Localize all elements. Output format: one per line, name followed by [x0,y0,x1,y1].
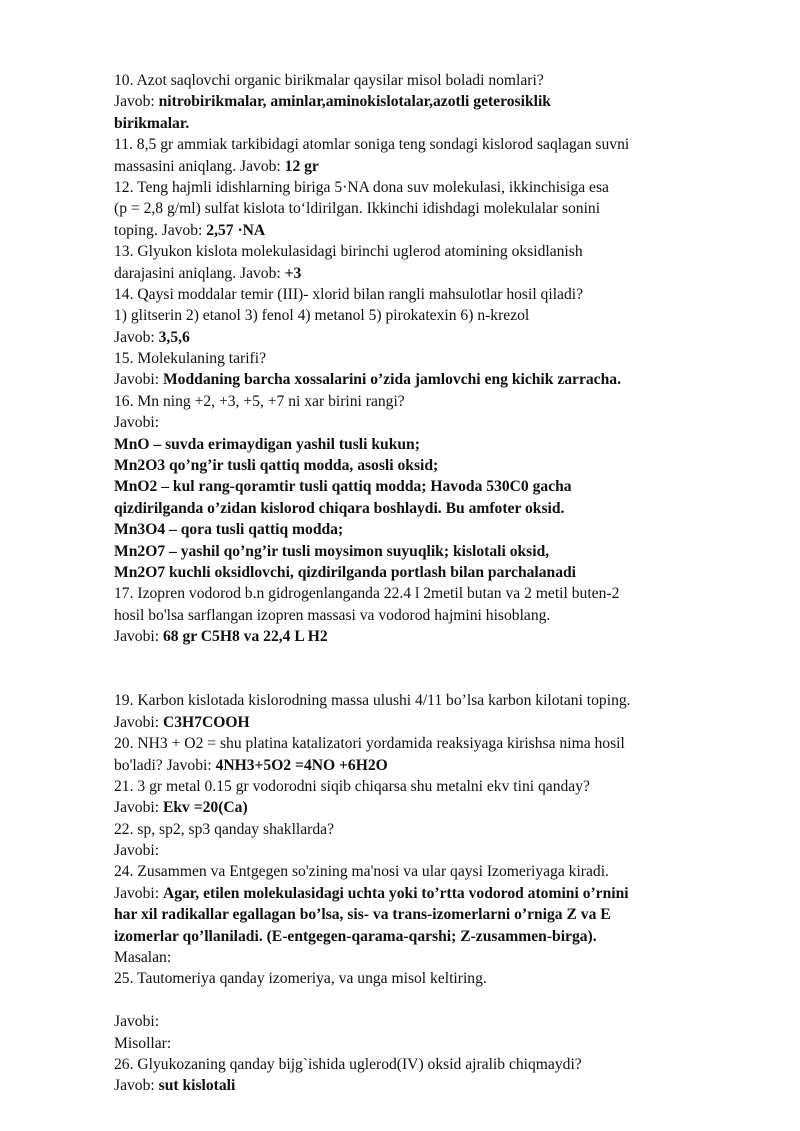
answer-16-line: Mn3O4 – qora tusli qattiq modda; [114,521,344,539]
answer-16-line: MnO – suvda erimaydigan yashil tusli kukun; [114,435,420,453]
answer-text: Moddaning barcha xossalarini o’zida jamlovchi eng kichik zarracha. [162,371,621,389]
answer-prefix: Javobi: [114,884,163,902]
answer-16-line: qizdirilganda o’zidan kislorod chiqara boshlaydi. Bu amfoter oksid. [114,499,565,517]
answer-prefix: Javob: [114,328,159,346]
answer-10-cont: birikmalar. [114,114,190,132]
question-15: 15. Molekulaning tarifi? [114,350,267,368]
question-16: 16. Mn ning +2, +3, +5, +7 ni xar birini rangi? [114,392,405,410]
answer-16-line: Mn2O7 kuchli oksidlovchi, qizdirilganda portlash bilan parchalanadi [114,563,577,581]
answer-22-label: Javobi: [114,842,160,860]
question-text: bo'ladi? Javobi: [114,756,216,774]
question-10: 10. Azot saqlovchi organic birikmalar qaysilar misol boladi nomlari? [114,72,544,89]
answer-text: Agar, etilen molekulasidagi uchta yoki to’rtta vodorod atomini o’rnini [162,884,629,902]
answer-prefix: Javobi: [114,799,163,817]
question-text: toping. Javob: [114,221,207,239]
question-24: 24. Zusammen va Entgegen so'zining ma'nosi va ular qaysi Izomeriyaga kiradi. [114,863,609,881]
examples-label: Misollar: [114,1034,172,1052]
answer-21 [114,797,674,818]
answer-24-cont: har xil radikallar egallagan bo’lsa, sis- va trans-izomerlarni o’rniga Z va E [114,906,611,924]
answer-24-cont: izomerlar qo’llaniladi. (E-entgegen-qarama-qarshi; Z-zusammen-birga). [114,927,597,945]
answer-text: 3,5,6 [158,328,190,346]
answer-19 [114,712,674,733]
answer-20 [114,755,674,776]
blank-space [114,648,674,691]
answer-prefix: Javob: [114,1077,159,1095]
answer-16-label: Javobi: [114,414,160,432]
question-21: 21. 3 gr metal 0.15 gr vodorodni siqib chiqarsa shu metalni ekv tini qanday? [114,777,590,795]
question-22: 22. sp, sp2, sp3 qanday shakllarda? [114,820,335,838]
answer-text: +3 [284,264,302,282]
question-14-options: 1) glitserin 2) etanol 3) fenol 4) metanol 5) pirokatexin 6) n-krezol [114,307,530,325]
question-25: 25. Tautomeriya qanday izomeriya, va unga misol keltiring. [114,970,487,988]
question-11: 11. 8,5 gr ammiak tarkibidagi atomlar soniga teng sondagi kislorod saqlagan suvni [114,136,630,154]
answer-text: 68 gr C5H8 va 22,4 L H2 [162,628,328,646]
document-body [114,70,674,1097]
question-17-cont: hosil bo'lsa sarflangan izopren massasi va vodorod hajmini hisoblang. [114,606,551,624]
answer-11 [114,156,674,177]
question-26: 26. Glyukozaning qanday bijg`ishida uglerod(IV) oksid ajralib chiqmaydi? [114,1055,582,1073]
answer-15 [114,369,674,390]
answer-prefix: Javobi: [114,713,163,731]
example-label: Masalan: [114,949,172,967]
answer-text: sut kislotali [158,1077,236,1095]
answer-24 [114,883,674,904]
answer-14 [114,327,674,348]
answer-text: Ekv =20(Ca) [162,799,248,817]
question-13: 13. Glyukon kislota molekulasidagi birinchi uglerod atomining oksidlanish [114,243,583,261]
question-12-cont: (p = 2,8 g/ml) sulfat kislota to‘ldirilgan. Ikkinchi idishdagi molekulalar sonini [114,200,601,218]
answer-prefix: Javobi: [114,371,163,389]
answer-text: 12 gr [284,157,319,175]
answer-12 [114,220,674,241]
answer-text: nitrobirikmalar, aminlar,aminokislotalar,azotli geterosiklik [158,93,551,111]
question-text: massasini aniqlang. Javob: [114,157,285,175]
answer-10 [114,91,674,112]
answer-16-line: Mn2O3 qo’ng’ir tusli qattiq modda, asosli oksid; [114,457,439,475]
answer-17 [114,626,674,647]
answer-prefix: Javobi: [114,628,163,646]
answer-text: 4NH3+5O2 =4NO +6H2O [215,756,388,774]
answer-25-label: Javobi: [114,1013,160,1031]
answer-26 [114,1075,674,1096]
answer-text: 2,57 ·NA [206,221,266,239]
answer-prefix: Javob: [114,93,159,111]
question-17: 17. Izopren vodorod b.n gidrogenlanganda 22.4 l 2metil butan va 2 metil buten-2 [114,585,620,603]
answer-16-line: Mn2O7 – yashil qo’ng’ir tusli moysimon suyuqlik; kislotali oksid, [114,542,550,560]
question-20: 20. NH3 + O2 = shu platina katalizatori yordamida reaksiyaga kirishsa nima hosil [114,735,625,753]
answer-16-line: MnO2 – kul rang-qoramtir tusli qattiq modda; Havoda 530C0 gacha [114,478,572,496]
question-14: 14. Qaysi moddalar temir (III)- xlorid bilan rangli mahsulotlar hosil qiladi? [114,285,583,303]
answer-13 [114,263,674,284]
blank-space [114,990,674,1011]
answer-text: C3H7COOH [162,713,250,731]
question-12: 12. Teng hajmli idishlarning biriga 5·NA dona suv molekulasi, ikkinchisiga esa [114,178,609,196]
question-19: 19. Karbon kislotada kislorodning massa ulushi 4/11 bo’lsa karbon kilotani toping. [114,692,631,710]
question-text: darajasini aniqlang. Javob: [114,264,285,282]
